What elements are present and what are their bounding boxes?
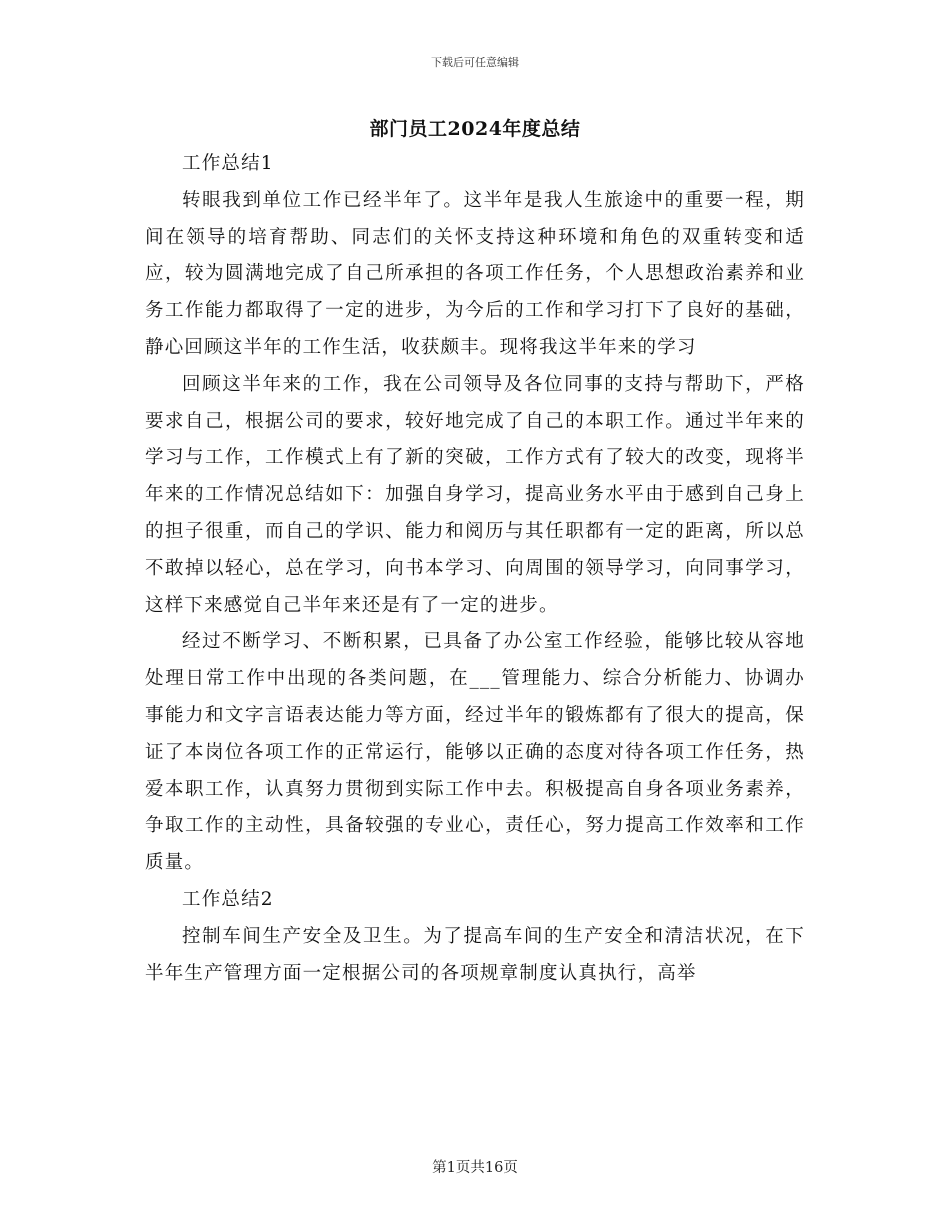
- page-number-footer: 第1页共16页: [432, 1160, 518, 1176]
- document-body: [145, 146, 805, 992]
- paragraph: 经过不断学习、不断积累，已具备了办公室工作经验，能够比较从容地处理日常工作中出现的各类问题，在___管理能力、综合分析能力、协调办事能力和文字言语表达能力等方面，经过半年的锻炼都有了很大的提高，保证了本岗位各项工作的正常运行，能够以正确的态度对待各项工作任务，热爱本职工作，认真努力贯彻到实际工作中去。积极提高自身各项业务素养，争取工作的主动性，具备较强的专业心，责任心，努力提高工作效率和工作质量。: [145, 631, 805, 874]
- paragraph: 转眼我到单位工作已经半年了。这半年是我人生旅途中的重要一程，期间在领导的培育帮助、同志们的关怀支持这种环境和角色的双重转变和适应，较为圆满地完成了自己所承担的各项工作任务，个人思想政治素养和业务工作能力都取得了一定的进步，为今后的工作和学习打下了良好的基础，静心回顾这半年的工作生活，收获颇丰。现将我这半年来的学习: [145, 189, 805, 358]
- paragraph: 回顾这半年来的工作，我在公司领导及各位同事的支持与帮助下，严格要求自己，根据公司的要求，较好地完成了自己的本职工作。通过半年来的学习与工作，工作模式上有了新的突破，工作方式有了较大的改变，现将半年来的工作情况总结如下：加强自身学习，提高业务水平由于感到自己身上的担子很重，而自己的学识、能力和阅历与其任职都有一定的距离，所以总不敢掉以轻心，总在学习，向书本学习、向周围的领导学习，向同事学习，这样下来感觉自己半年来还是有了一定的进步。: [145, 373, 805, 616]
- page-header-note: 下载后可任意编辑: [431, 56, 519, 69]
- paragraph: 控制车间生产安全及卫生。为了提高车间的生产安全和清洁状况，在下半年生产管理方面一定根据公司的各项规章制度认真执行，高举: [145, 925, 805, 984]
- section-heading-1: 工作总结1: [182, 153, 274, 174]
- document-title: 部门员工2024年度总结: [369, 118, 581, 140]
- section-heading-2: 工作总结2: [182, 888, 274, 910]
